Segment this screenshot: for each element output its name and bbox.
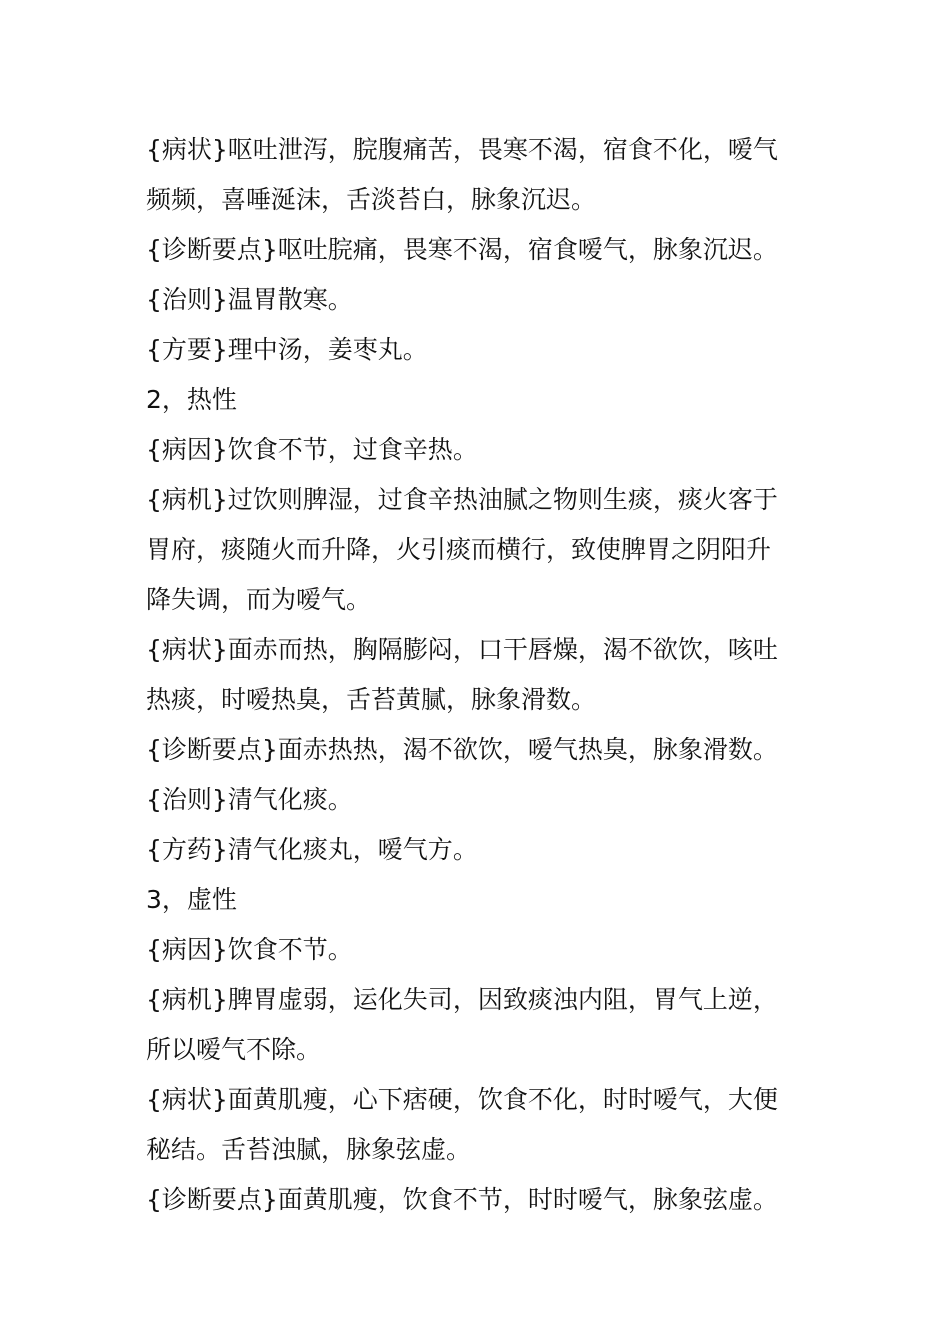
- text-line: {诊断要点}面黄肌瘦，饮食不节，时时嗳气，脉象弦虚。: [146, 1185, 778, 1214]
- text-line: {治则}温胃散寒。: [146, 285, 353, 314]
- text-line: 秘结。舌苔浊腻，脉象弦虚。: [146, 1135, 472, 1164]
- text-line: {病因}饮食不节，过食辛热。: [146, 435, 478, 464]
- text-line: {病状}面黄肌瘦，心下痞硬，饮食不化，时时嗳气，大便: [146, 1085, 778, 1114]
- text-line: 频频，喜唾涎沫，舌淡苔白，脉象沉迟。: [146, 185, 597, 214]
- section-heading: 3，虚性: [146, 885, 237, 914]
- document-body: [146, 125, 806, 1225]
- text-line: {病状}呕吐泄泻，脘腹痛苦，畏寒不渴，宿食不化，嗳气: [146, 135, 778, 164]
- text-line: {方要}理中汤，姜枣丸。: [146, 335, 428, 364]
- text-line: {病因}饮食不节。: [146, 935, 353, 964]
- text-line: {方药}清气化痰丸，嗳气方。: [146, 835, 478, 864]
- text-line: {诊断要点}面赤热热，渴不欲饮，嗳气热臭，脉象滑数。: [146, 735, 778, 764]
- section-heading: 2，热性: [146, 385, 237, 414]
- text-line: {病状}面赤而热，胸隔膨闷，口干唇燥，渴不欲饮，咳吐: [146, 635, 778, 664]
- text-line: 所以嗳气不除。: [146, 1035, 322, 1064]
- text-line: {治则}清气化痰。: [146, 785, 353, 814]
- text-line: {诊断要点}呕吐脘痛，畏寒不渴，宿食嗳气，脉象沉迟。: [146, 235, 778, 264]
- text-line: 胃府，痰随火而升降，火引痰而横行，致使脾胃之阴阳升: [146, 535, 772, 564]
- text-line: {病机}脾胃虚弱，运化失司，因致痰浊内阻，胃气上逆，: [146, 985, 778, 1014]
- text-line: 热痰，时嗳热臭，舌苔黄腻，脉象滑数。: [146, 685, 597, 714]
- text-line: {病机}过饮则脾湿，过食辛热油腻之物则生痰，痰火客于: [146, 485, 778, 514]
- text-line: 降失调，而为嗳气。: [146, 585, 372, 614]
